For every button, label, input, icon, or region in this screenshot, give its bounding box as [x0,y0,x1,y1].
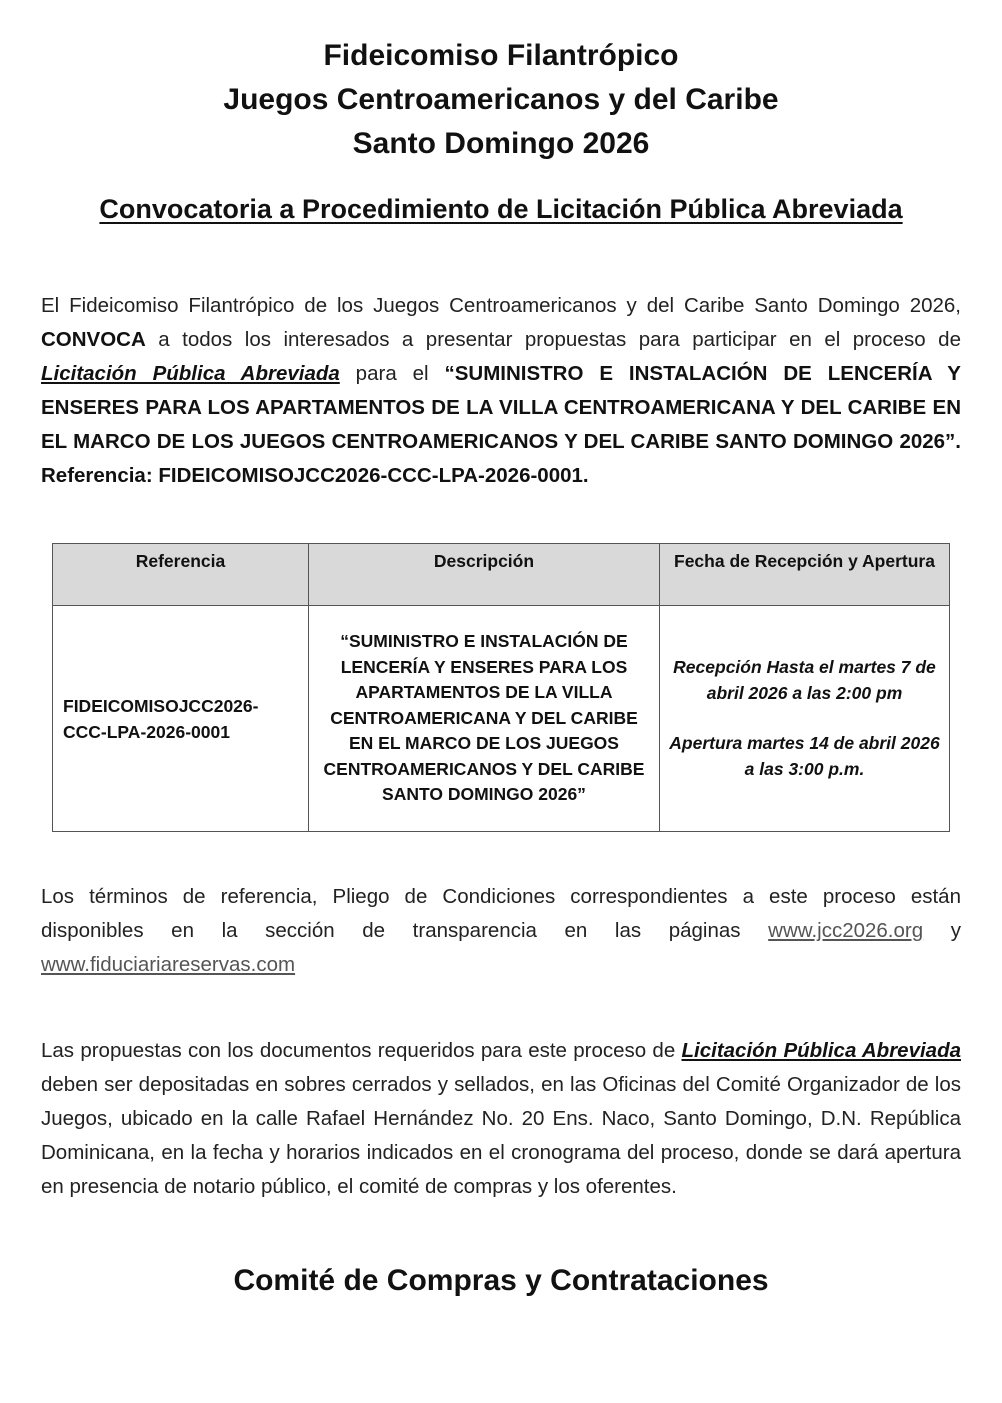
intro-object: “SUMINISTRO E INSTALACIÓN DE LENCERÍA Y ENSERES PARA LOS APARTAMENTOS DE LA VILLA CENTROAMERICANA Y DEL CARIBE EN EL MARCO DE LOS JUEGOS CENTROAMERICANOS Y DEL CARIBE SANTO DOMINGO 2026”. Referencia: FIDEICOMISOJCC2026-CCC-LPA-2026-0001. [41,362,961,487]
header-referencia: Referencia [53,544,309,606]
intro-lpa: Licitación Pública Abreviada [41,362,340,385]
terms-text-2: y [923,919,961,942]
header-fecha: Fecha de Recepción y Apertura [659,544,949,606]
header-descripcion: Descripción [308,544,659,606]
cell-referencia [53,606,309,832]
cell-descripcion: “SUMINISTRO E INSTALACIÓN DE LENCERÍA Y ENSERES PARA LOS APARTAMENTOS DE LA VILLA CENTROAMERICANA Y DEL CARIBE EN EL MARCO DE LOS JUEGOS CENTROAMERICANOS Y DEL CARIBE SANTO DOMINGO 2026” [308,606,659,832]
reception-date: Recepción Hasta el martes 7 de abril 2026 a las 2:00 pm [673,657,936,703]
terms-text-1: Los términos de referencia, Pliego de Condiciones correspondientes a este proceso están disponibles en la sección de transparencia en las páginas [41,885,961,942]
intro-text-3: para el [339,362,445,385]
intro-text-2: a todos los interesados a presentar propuestas para participar en el proceso de [145,328,961,351]
ref-line-1: FIDEICOMISOJCC2026- [63,695,259,716]
proposals-text-2: deben ser depositadas en sobres cerrados y sellados, en las Oficinas del Comité Organizador de los Juegos, ubicado en la calle Rafael Hernández No. 20 Ens. Naco, Santo Domingo, D.N. República Dominicana, en la fecha y horarios indicados en el cronograma del proceso, donde se dará apertura en presencia de notario público, el comité de compras y los oferentes. [41,1073,961,1198]
title-line-1: Fideicomiso Filantrópico [323,39,679,72]
document-subtitle: Convocatoria a Procedimiento de Licitación Pública Abreviada [99,194,903,224]
ref-line-2: CCC-LPA-2026-0001 [63,721,230,742]
terms-paragraph [41,880,961,982]
proposals-lpa: Licitación Pública Abreviada [681,1039,961,1062]
table-row [53,606,950,832]
committee-signature: Comité de Compras y Contrataciones [233,1264,769,1297]
link-fiduciariareservas[interactable]: www.fiduciariareservas.com [41,953,296,976]
intro-text-1: El Fideicomiso Filantrópico de los Juegos Centroamericanos y del Caribe Santo Domingo 2026, [41,294,961,317]
tender-table [52,543,950,832]
opening-date: Apertura martes 14 de abril 2026 a las 3:00 p.m. [669,733,940,779]
header-block [41,0,961,166]
title-line-3: Santo Domingo 2026 [352,127,650,160]
title-line-2: Juegos Centroamericanos y del Caribe [223,83,779,116]
table-header-row [53,544,950,606]
proposals-paragraph [41,1034,961,1204]
proposals-text-1: Las propuestas con los documentos requeridos para este proceso de [41,1039,682,1062]
intro-paragraph [41,289,961,493]
link-jcc2026[interactable]: www.jcc2026.org [768,919,924,942]
intro-convoca: CONVOCA [41,328,146,351]
cell-fecha [659,606,949,832]
